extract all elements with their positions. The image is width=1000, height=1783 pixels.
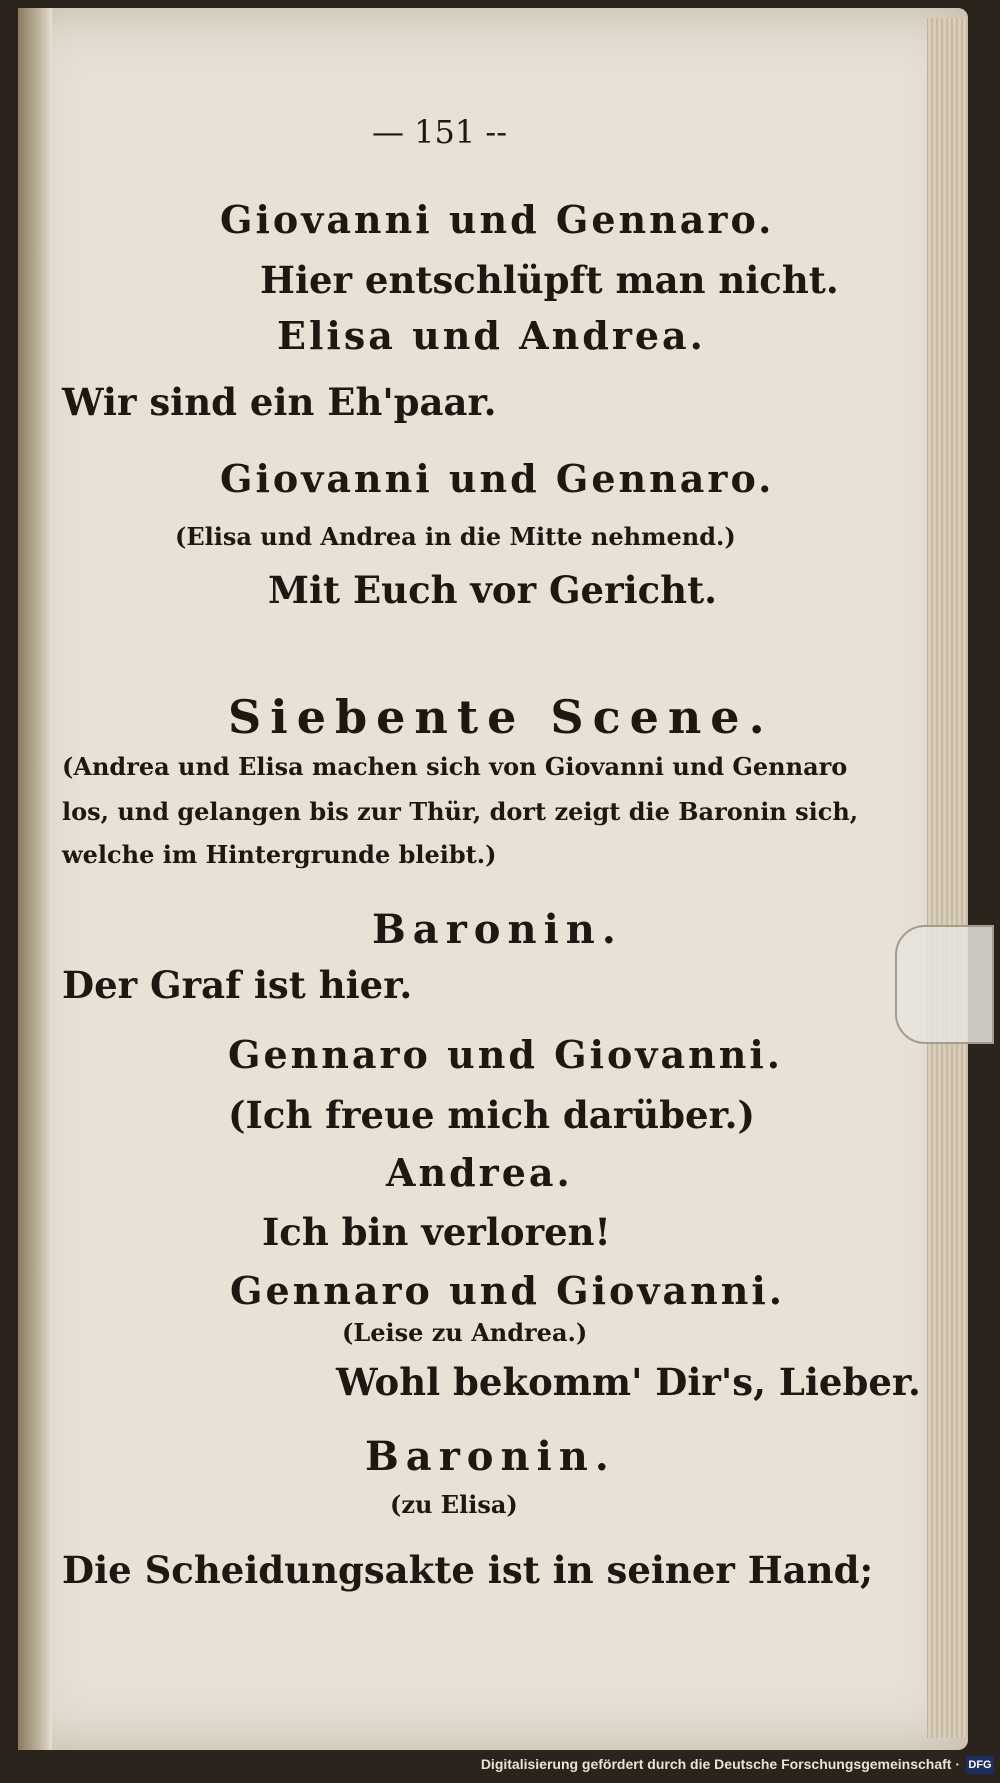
dfg-logo: DFG (966, 1756, 994, 1774)
book-spine-shadow (18, 8, 52, 1750)
speaker-heading: Gennaro und Giovanni. (228, 1032, 784, 1077)
stage-direction: welche im Hintergrunde bleibt.) (62, 840, 497, 869)
stage-direction: (Elisa und Andrea in die Mitte nehmend.) (175, 522, 736, 551)
verse-line: Ich bin verloren! (262, 1210, 611, 1254)
speaker-heading: Giovanni und Gennaro. (220, 197, 775, 242)
stage-direction: los, und gelangen bis zur Thür, dort zeigt die Baronin sich, (62, 797, 859, 826)
speaker-heading: Andrea. (386, 1150, 573, 1195)
speaker-heading: Giovanni und Gennaro. (220, 456, 775, 501)
stage-direction: (Leise zu Andrea.) (342, 1318, 588, 1347)
speaker-heading: Baronin. (372, 906, 623, 953)
verse-line: Wohl bekomm' Dir's, Lieber. (336, 1360, 921, 1404)
verse-line: Die Scheidungsakte ist in seiner Hand; (62, 1548, 874, 1592)
stage-direction: (zu Elisa) (390, 1490, 518, 1519)
speaker-heading: Baronin. (365, 1433, 616, 1480)
speaker-heading: Gennaro und Giovanni. (230, 1268, 786, 1313)
verse-line: Hier entschlüpft man nicht. (260, 258, 839, 302)
page-number: — 151 -- (372, 113, 508, 151)
verse-line: Wir sind ein Eh'paar. (62, 380, 497, 424)
verse-line: Der Graf ist hier. (62, 963, 413, 1007)
stage-direction: (Andrea und Elisa machen sich von Giovanni und Gennaro (62, 752, 848, 781)
bookmark-tab (895, 925, 994, 1044)
funding-credit: Digitalisierung gefördert durch die Deutsche Forschungsgemeinschaft · (480, 1756, 960, 1772)
scene-title: Siebente Scene. (228, 690, 774, 744)
page-edges (927, 18, 968, 1738)
verse-line: (Ich freue mich darüber.) (228, 1093, 756, 1137)
footer-bar (0, 1750, 1000, 1783)
verse-line: Mit Euch vor Gericht. (268, 568, 718, 612)
speaker-heading: Elisa und Andrea. (277, 313, 706, 358)
